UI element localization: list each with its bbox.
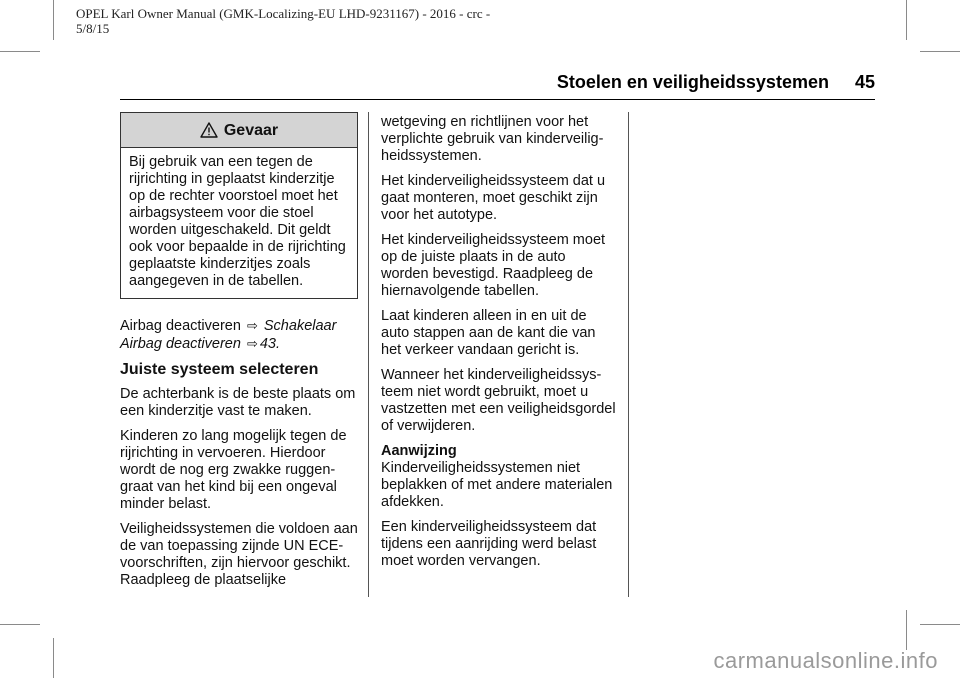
warning-text: Bij gebruik van een tegen de rijrichting in geplaatst kinderzitje op de rechter voorstoel moet het airbagsysteem voor die stoel worden uitgeschakeld. Dit geldt ook voor bepaalde in de rijrichting geplaatste kinderzitjes zoals aangegeven in de tabellen.: [129, 154, 346, 289]
cross-reference-target: Schakelaar Airbag deactiveren: [120, 318, 337, 352]
warning-header: [121, 113, 357, 148]
warning-box: [120, 112, 358, 299]
warning-triangle-icon: [200, 122, 218, 138]
page-reference-arrow-icon: ⇨: [246, 336, 258, 351]
paragraph: wetgeving en richtlijnen voor het verplichte gebruik van kinderveilig-heidssystemen.: [381, 114, 604, 164]
crop-mark: [53, 0, 54, 40]
paragraph: Kinderen zo lang mogelijk tegen de rijrichting in vervoeren. Hierdoor wordt de nog erg zwakke ruggen-graat van het kind bij een ongeval minder belast.: [120, 428, 347, 512]
crop-mark: [906, 610, 907, 650]
cross-reference-lead: Airbag deactiveren: [120, 318, 241, 334]
warning-title: Gevaar: [223, 121, 279, 139]
print-metadata-line: OPEL Karl Owner Manual (GMK-Localizing-EU LHD-9231167) - 2016 - crc -: [76, 6, 491, 21]
watermark: carmanualsonline.info: [713, 648, 938, 673]
paragraph: Het kinderveiligheidssysteem dat u gaat monteren, moet geschikt zijn voor het autotype.: [381, 173, 606, 223]
note-title: Aanwijzing: [381, 443, 457, 459]
page-number: 45: [854, 72, 875, 92]
section-heading: Juiste systeem selecteren: [120, 361, 319, 378]
paragraph: De achterbank is de beste plaats om een kinderzitje vast te maken.: [120, 386, 356, 419]
crop-mark: [920, 51, 960, 52]
crop-mark: [906, 0, 907, 40]
column-left: [120, 112, 358, 597]
running-head: [420, 72, 875, 93]
column-middle: [381, 114, 617, 578]
paragraph: Veiligheidssystemen die voldoen aan de van toepassing zijnde UN ECE-voorschriften, zijn hiervoor geschikt. Raadpleeg de plaatselijke: [120, 521, 358, 588]
paragraph: Laat kinderen alleen in en uit de auto stappen aan de kant die van het verkeer vandaan gericht is.: [381, 308, 596, 358]
column-divider: [628, 112, 629, 597]
print-metadata: [76, 6, 516, 36]
header-rule: [120, 99, 875, 100]
cross-reference: [120, 317, 358, 353]
column-divider: [368, 112, 369, 597]
crop-mark: [0, 51, 40, 52]
paragraph: Het kinderveiligheidssysteem moet op de juiste plaats in de auto worden bevestigd. Raadpleeg de hiernavolgende tabellen.: [381, 232, 606, 299]
page-reference-arrow-icon: ⇨: [246, 318, 258, 333]
note-paragraph: Kinderveiligheidssystemen niet beplakken of met andere materialen afdekken.: [381, 460, 613, 510]
crop-mark: [0, 624, 40, 625]
crop-mark: [53, 638, 54, 678]
print-metadata-line: 5/8/15: [76, 21, 110, 36]
paragraph: Wanneer het kinderveiligheidssys-teem niet wordt gebruikt, moet u vastzetten met een veiligheidsgordel of verwijderen.: [381, 367, 616, 434]
crop-mark: [920, 624, 960, 625]
chapter-title: Stoelen en veiligheidssystemen: [556, 72, 829, 92]
note-paragraph: Een kinderveiligheidssysteem dat tijdens een aanrijding werd belast moet worden vervangen.: [381, 519, 597, 569]
cross-reference-page: 43.: [259, 336, 281, 352]
